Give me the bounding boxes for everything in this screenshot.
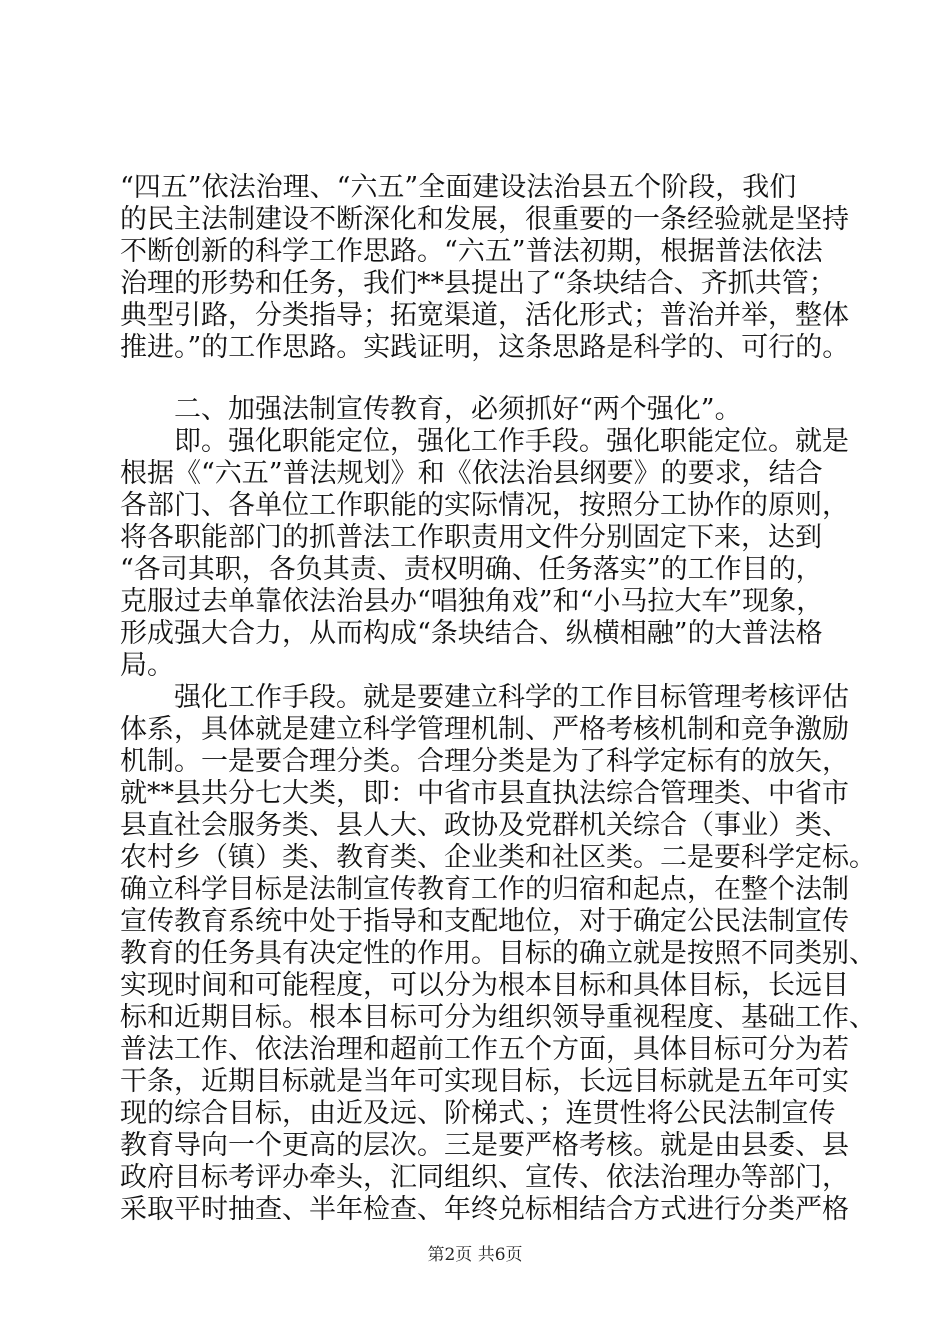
- paragraph: [120, 426, 849, 682]
- text-line: 不断创新的科学工作思路。“六五”普法初期，根据普法依法: [120, 236, 823, 267]
- text-line: 的民主法制建设不断深化和发展，很重要的一条经验就是坚持: [120, 204, 849, 235]
- text-line: 现的综合目标，由近及远、阶梯式、；连贯性将公民法制宣传: [120, 1098, 836, 1129]
- text-line: 标和近期目标。根本目标可分为组织领导重视程度、基础工作、: [120, 1002, 876, 1033]
- text-line: 典型引路，分类指导；拓宽渠道，活化形式；普治并举，整体: [120, 300, 849, 331]
- text-line: 实现时间和可能程度，可以分为根本目标和具体目标，长远目: [120, 970, 849, 1001]
- text-line: 局。: [120, 650, 174, 681]
- text-line: “各司其职，各负其责、责权明确、任务落实”的工作目的，: [120, 554, 823, 585]
- text-line: 教育导向一个更高的层次。三是要严格考核。就是由县委、县: [120, 1130, 849, 1161]
- text-line: 确立科学目标是法制宣传教育工作的归宿和起点，在整个法制: [120, 874, 849, 905]
- text-line: 农村乡（镇）类、教育类、企业类和社区类。二是要科学定标。: [120, 842, 876, 873]
- page-footer: 第2页 共6页: [427, 1245, 523, 1265]
- paragraph: [120, 682, 876, 1226]
- text-line: 普法工作、依法治理和超前工作五个方面，具体目标可分为若: [120, 1034, 849, 1065]
- text-line: 就**县共分七大类，即：中省市县直执法综合管理类、中省市: [120, 778, 849, 809]
- text-line: 推进。”的工作思路。实践证明，这条思路是科学的、可行的。: [120, 332, 850, 363]
- paragraph: [120, 172, 850, 364]
- text-line: 采取平时抽查、半年检查、年终兑标相结合方式进行分类严格: [120, 1194, 849, 1225]
- text-line: 形成强大合力，从而构成“条块结合、纵横相融”的大普法格: [120, 618, 823, 649]
- text-line: 即。强化职能定位，强化工作手段。强化职能定位。就是: [174, 426, 849, 457]
- text-line: 各部门、各单位工作职能的实际情况，按照分工协作的原则，: [120, 490, 849, 521]
- text-line: 二、加强法制宣传教育，必须抓好“两个强化”。: [174, 394, 742, 425]
- paragraph-gap: [120, 364, 840, 394]
- text-line: 政府目标考评办牵头，汇同组织、宣传、依法治理办等部门，: [120, 1162, 849, 1193]
- text-line: 将各职能部门的抓普法工作职责用文件分别固定下来，达到: [120, 522, 822, 553]
- text-line: 根据《“六五”普法规划》和《依法治县纲要》的要求，结合: [120, 458, 823, 489]
- text-line: 宣传教育系统中处于指导和支配地位，对于确定公民法制宣传: [120, 906, 849, 937]
- document-body: [120, 172, 876, 1226]
- text-line: 体系，具体就是建立科学管理机制、严格考核机制和竞争激励: [120, 714, 849, 745]
- text-line: 克服过去单靠依法治县办“唱独角戏”和“小马拉大车”现象，: [120, 586, 824, 617]
- text-line: 县直社会服务类、县人大、政协及党群机关综合（事业）类、: [120, 810, 849, 841]
- text-line: 教育的任务具有决定性的作用。目标的确立就是按照不同类别、: [120, 938, 876, 969]
- text-line: 干条，近期目标就是当年可实现目标，长远目标就是五年可实: [120, 1066, 849, 1097]
- text-line: 强化工作手段。就是要建立科学的工作目标管理考核评估: [174, 682, 849, 713]
- text-line: 治理的形势和任务，我们**县提出了“条块结合、齐抓共管；: [120, 268, 836, 299]
- text-line: “四五”依法治理、“六五”全面建设法治县五个阶段，我们: [120, 172, 797, 203]
- text-line: 机制。一是要合理分类。合理分类是为了科学定标有的放矢，: [120, 746, 849, 777]
- paragraph: [120, 394, 840, 426]
